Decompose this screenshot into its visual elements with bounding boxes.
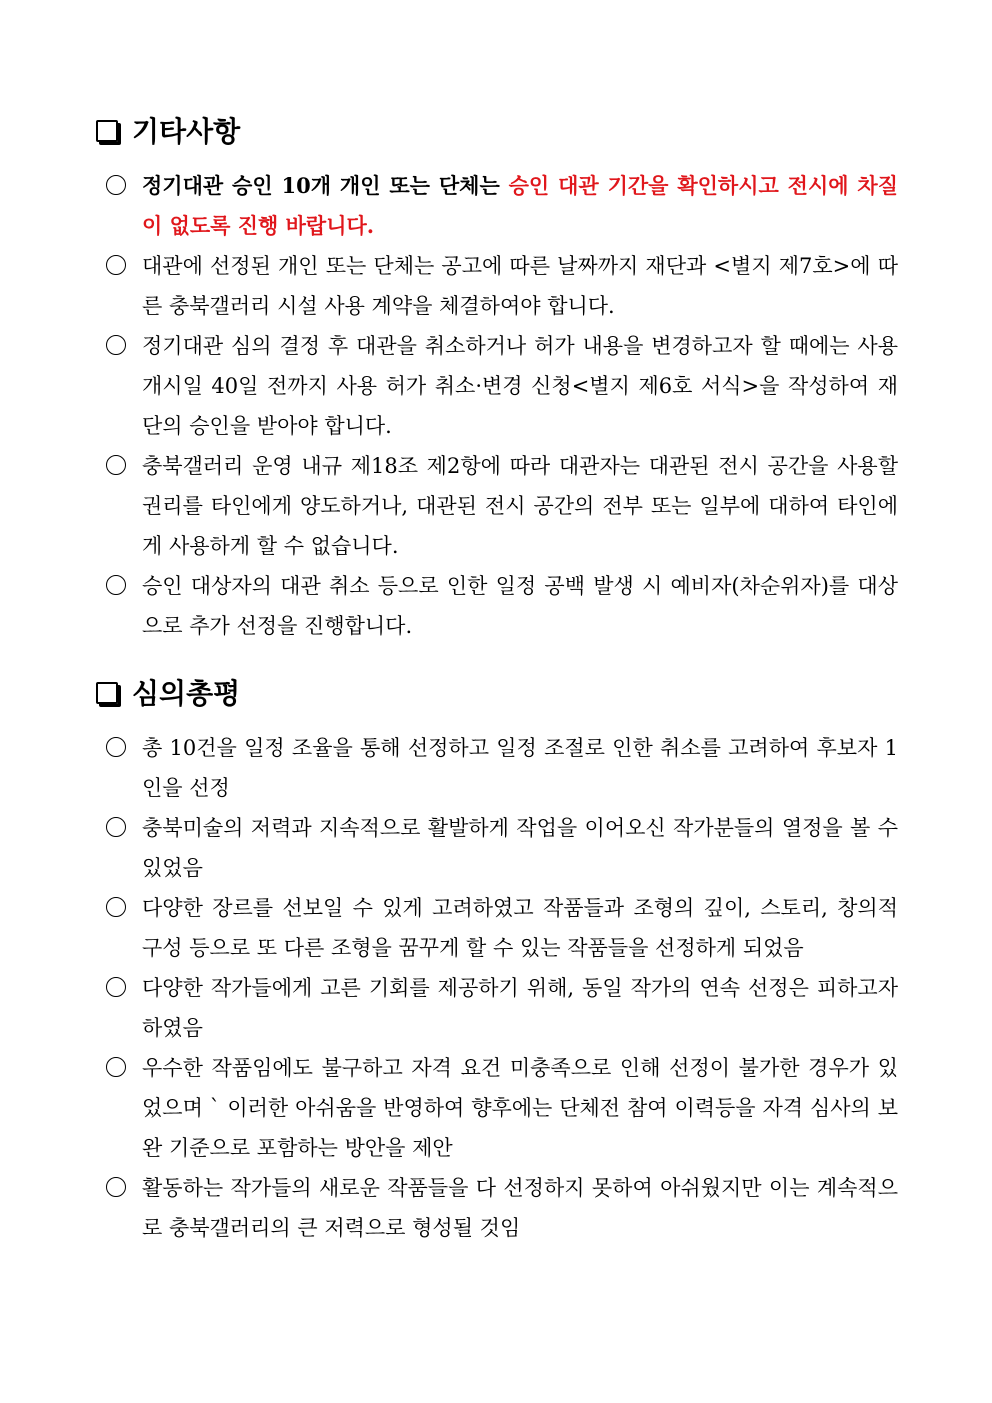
checkbox-icon <box>96 682 118 704</box>
list-item <box>96 888 902 968</box>
list-item <box>96 808 902 888</box>
circle-bullet-icon <box>106 977 126 997</box>
item-text: 다양한 장르를 선보일 수 있게 고려하였고 작품들과 조형의 깊이, 스토리, 창의적 구성 등으로 또 다른 조형을 꿈꾸게 할 수 있는 작품들을 선정하게 되었음 <box>142 896 898 960</box>
item-text: 승인 대상자의 대관 취소 등으로 인한 일정 공백 발생 시 예비자(차순위자)를 대상으로 추가 선정을 진행합니다. <box>142 574 898 638</box>
section-heading <box>96 110 902 150</box>
section-review-summary <box>96 672 902 1248</box>
list-item <box>96 446 902 566</box>
section-misc <box>96 110 902 646</box>
circle-bullet-icon <box>106 817 126 837</box>
section-title: 기타사항 <box>132 115 241 148</box>
list-item <box>96 968 902 1048</box>
list-item <box>96 326 902 446</box>
circle-bullet-icon <box>106 335 126 355</box>
list-item <box>96 1168 902 1248</box>
item-highlight-text: 승인 대관 기간을 확인하시고 전시에 차질이 없도록 진행 바랍니다. <box>142 173 899 238</box>
section-heading <box>96 672 902 712</box>
item-bold-text: 정기대관 승인 10개 개인 또는 단체는 <box>142 173 509 198</box>
list-item <box>96 728 902 808</box>
circle-bullet-icon <box>106 737 126 757</box>
circle-bullet-icon <box>106 897 126 917</box>
item-text: 활동하는 작가들의 새로운 작품들을 다 선정하지 못하여 아쉬웠지만 이는 계속적으로 충북갤러리의 큰 저력으로 형성될 것임 <box>142 1176 898 1240</box>
item-text: 다양한 작가들에게 고른 기회를 제공하기 위해, 동일 작가의 연속 선정은 피하고자 하였음 <box>142 976 898 1040</box>
item-text: 우수한 작품임에도 불구하고 자격 요건 미충족으로 인해 선정이 불가한 경우가 있었으며 ˋ 이러한 아쉬움을 반영하여 향후에는 단체전 참여 이력등을 자격 심사의 보완 기준으로 포함하는 방안을 제안 <box>142 1056 898 1160</box>
list-item <box>96 1048 902 1168</box>
item-text: 충북갤러리 운영 내규 제18조 제2항에 따라 대관자는 대관된 전시 공간을 사용할 권리를 타인에게 양도하거나, 대관된 전시 공간의 전부 또는 일부에 대하여 타인에게 사용하게 할 수 없습니다. <box>142 454 898 558</box>
circle-bullet-icon <box>106 175 126 195</box>
checkbox-icon <box>96 120 118 142</box>
item-text: 충북미술의 저력과 지속적으로 활발하게 작업을 이어오신 작가분들의 열정을 볼 수 있었음 <box>142 816 898 880</box>
list-item <box>96 246 902 326</box>
item-text: 정기대관 심의 결정 후 대관을 취소하거나 허가 내용을 변경하고자 할 때에는 사용 개시일 40일 전까지 사용 허가 취소·변경 신청<별지 제6호 서식>을 작성하여 재단의 승인을 받아야 합니다. <box>142 334 898 438</box>
list-item <box>96 566 902 646</box>
item-text: 대관에 선정된 개인 또는 단체는 공고에 따른 날짜까지 재단과 <별지 제7호>에 따른 충북갤러리 시설 사용 계약을 체결하여야 합니다. <box>142 254 898 318</box>
circle-bullet-icon <box>106 1057 126 1077</box>
item-list <box>96 728 902 1248</box>
circle-bullet-icon <box>106 1177 126 1197</box>
section-title: 심의총평 <box>132 677 241 710</box>
circle-bullet-icon <box>106 575 126 595</box>
circle-bullet-icon <box>106 255 126 275</box>
list-item <box>96 166 902 246</box>
item-text: 총 10건을 일정 조율을 통해 선정하고 일정 조절로 인한 취소를 고려하여 후보자 1인을 선정 <box>142 736 898 800</box>
circle-bullet-icon <box>106 455 126 475</box>
item-list <box>96 166 902 646</box>
